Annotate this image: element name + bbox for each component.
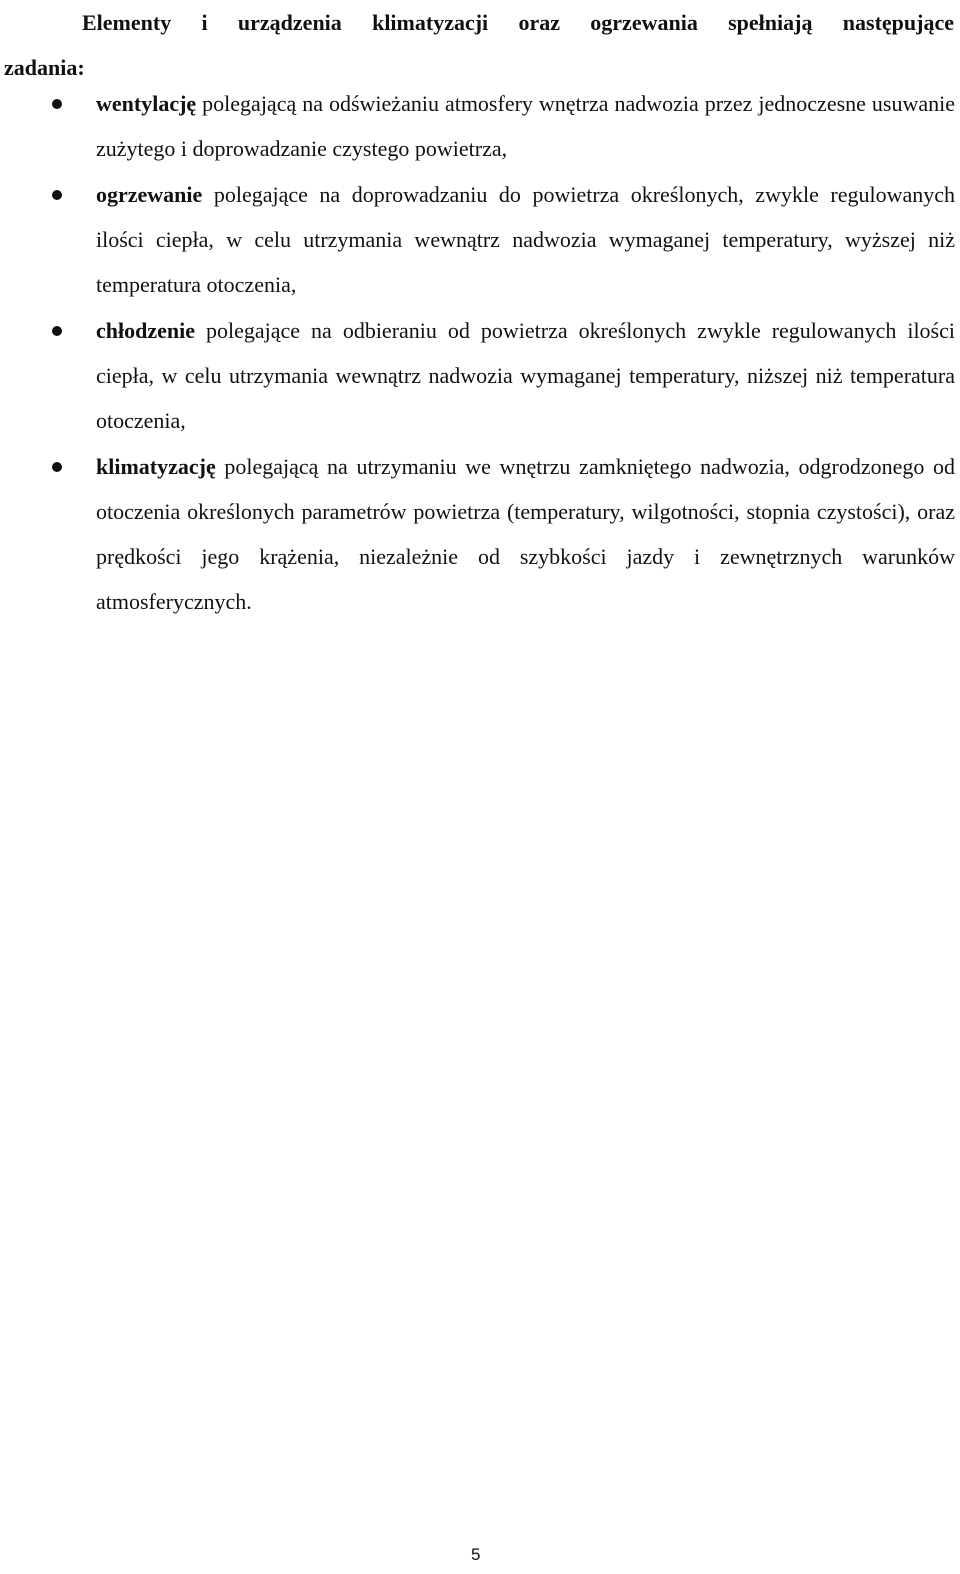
intro-line-2: zadania:	[4, 55, 85, 80]
description-ogrzewanie: polegające na doprowadzaniu do powietrza określonych, zwykle regulowanych ilości ciepła, w celu utrzymania wewnątrz nadwozia wymaganej temperatury, wyższej niż temperatura otoczenia,	[96, 182, 955, 297]
term-chlodzenie: chłodzenie	[96, 318, 195, 343]
description-klimatyzacja: polegającą na utrzymaniu we wnętrzu zamkniętego nadwozia, odgrodzonego od otoczenia określonych parametrów powietrza (temperatury, wilgotności, stopnia czystości), oraz prędkości jego krążenia, niezależnie od szybkości jazdy i zewnętrznych warunków atmosferycznych.	[96, 454, 955, 614]
bullet-icon	[52, 326, 62, 336]
tasks-list	[0, 81, 960, 625]
list-item-klimatyzacja	[0, 444, 955, 624]
list-item-chlodzenie	[0, 308, 955, 443]
list-item-wentylacja	[0, 81, 955, 171]
page-number: 5	[471, 1545, 481, 1564]
bullet-icon	[52, 190, 62, 200]
bullet-icon	[52, 99, 62, 109]
bullet-icon	[52, 462, 62, 472]
term-wentylacja: wentylację	[96, 91, 197, 116]
list-item-ogrzewanie	[0, 172, 955, 307]
intro-line-1: Elementy i urządzenia klimatyzacji oraz ogrzewania spełniają następujące	[82, 10, 954, 35]
term-ogrzewanie: ogrzewanie	[96, 182, 203, 207]
term-klimatyzacja: klimatyzację	[96, 454, 216, 479]
description-chlodzenie: polegające na odbieraniu od powietrza określonych zwykle regulowanych ilości ciepła, w celu utrzymania wewnątrz nadwozia wymaganej temperatury, niższej niż temperatura otoczenia,	[96, 318, 955, 433]
description-wentylacja: polegającą na odświeżaniu atmosfery wnętrza nadwozia przez jednoczesne usuwanie zużytego i doprowadzanie czystego powietrza,	[96, 91, 955, 161]
intro-paragraph	[4, 0, 954, 90]
